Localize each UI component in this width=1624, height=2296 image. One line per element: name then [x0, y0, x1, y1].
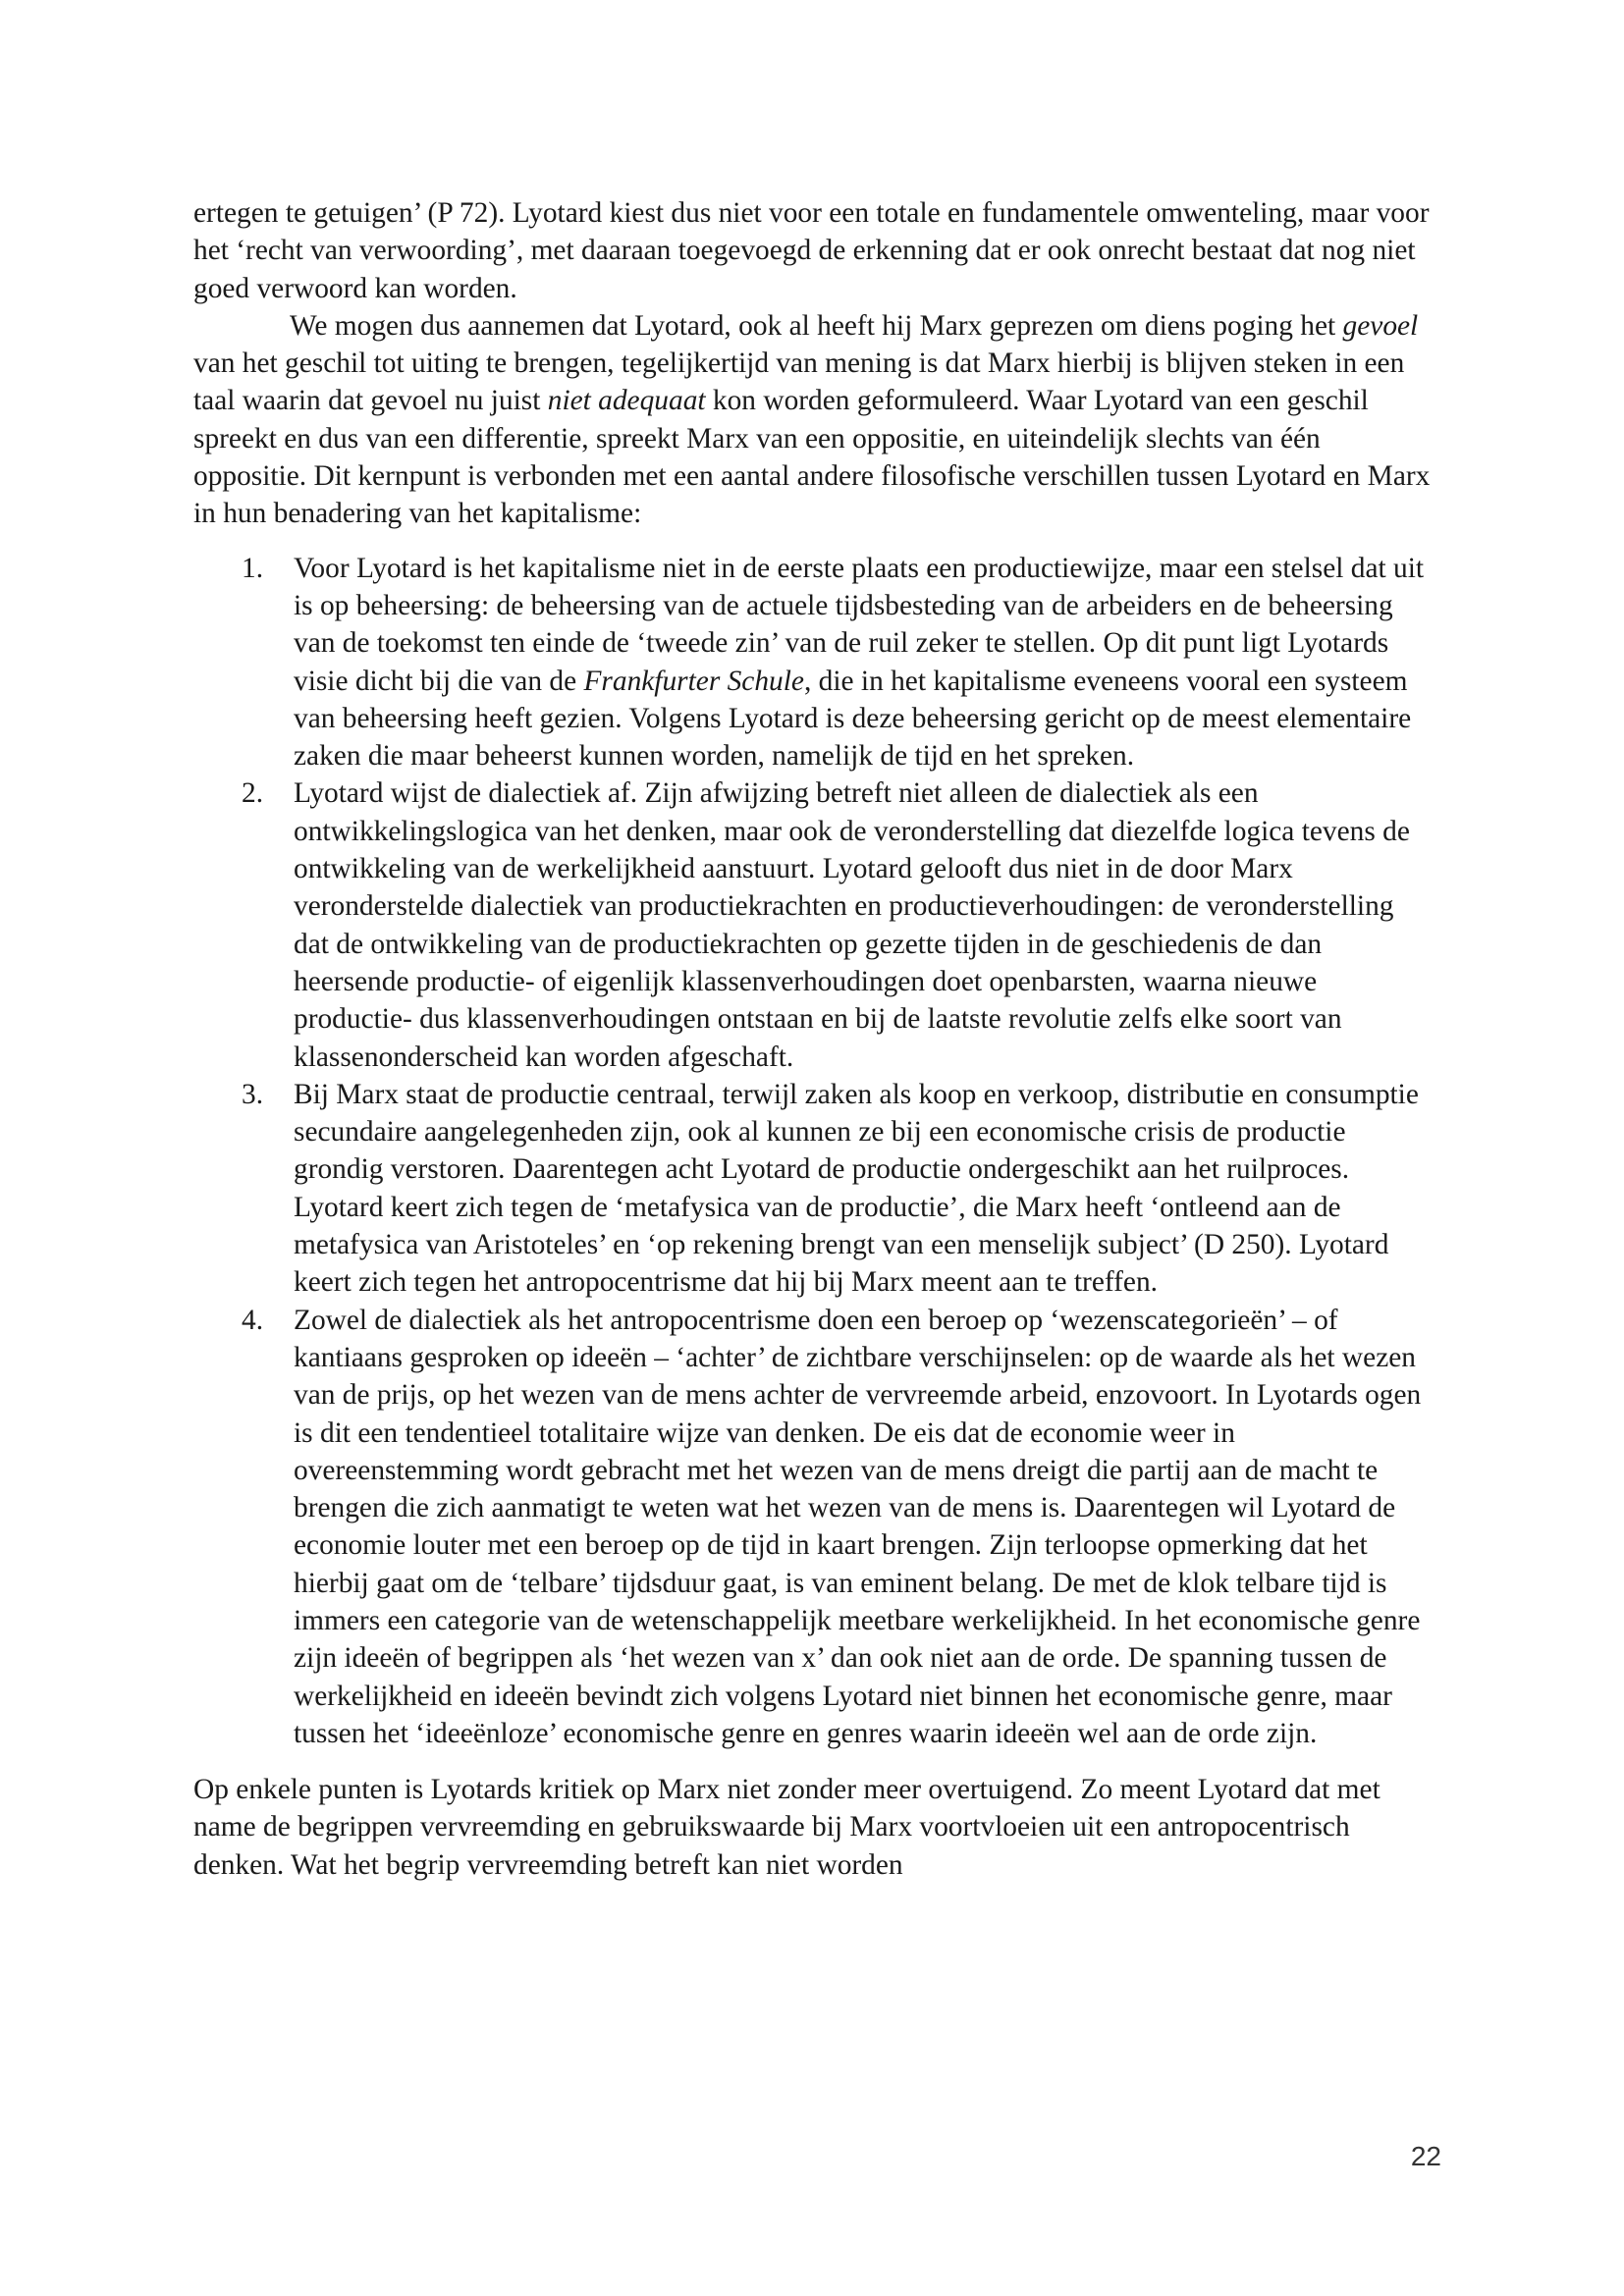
- page-number: 22: [1410, 2141, 1441, 2171]
- argument-emphasis-gevoel: gevoel: [1342, 309, 1419, 342]
- page-body: [193, 194, 1433, 1884]
- list-item-text-continued: , die in het kapitalisme eveneens vooral een systeem van beheersing heeft gezien. Volgens Lyotard is deze beheersing gericht op de meest elementaire zaken die maar beheerst kunnen worden, namelijk de tijd en het spreken.: [294, 665, 1412, 773]
- intro-paragraph: ertegen te getuigen’ (P 72). Lyotard kiest dus niet voor een totale en fundamentele omwenteling, maar voor het ‘recht van verwoording’, met daaraan toegevoegd de erkenning dat er ook onrecht bestaat dat nog niet goed verwoord kan worden.: [193, 197, 1430, 304]
- list-item-number: 4.: [242, 1304, 264, 1336]
- list-item-text: Zowel de dialectiek als het antropocentrisme doen een beroep op ‘wezenscategorieën’ – of kantiaans gesproken op ideeën – ‘achter’ de zichtbare verschijnselen: op de waarde als het wezen van de prijs, op het wezen van de mens achter de vervreemde arbeid, enzovoort. In Lyotards ogen is dit een tendentieel totalitaire wijze van denken. De eis dat de economie weer in overeenstemming wordt gebracht met het wezen van de mens dreigt die partij aan de macht te brengen die zich aanmatigt te weten wat het wezen van de mens is. Daarentegen wil Lyotard de economie louter met een beroep op de tijd in kaart brengen. Zijn terloopse opmerking dat het hierbij gaat om de ‘telbare’ tijdsduur gaat, is van eminent belang. De met de klok telbare tijd is immers een categorie van de wetenschappelijk meetbare werkelijkheid. In het economische genre zijn ideeën of begrippen als ‘het wezen van x’ dan ook niet aan de orde. De spanning tussen de werkelijkheid en ideeën bevindt zich volgens Lyotard niet binnen het economische genre, maar tussen het ‘ideeënloze’ economische genre en genres waarin ideeën wel aan de orde zijn.: [294, 1304, 1422, 1749]
- list-item-number: 1.: [242, 552, 264, 584]
- argument-text-b: van het geschil tot uiting te brengen, tegelijkertijd van mening is dat Marx hierbij is blijven steken in een taal waarin dat gevoel nu juist: [193, 347, 1405, 417]
- argument-paragraph: [193, 307, 1433, 533]
- list-item: [193, 1076, 1433, 1302]
- list-item-text: Bij Marx staat de productie centraal, terwijl zaken als koop en verkoop, distributie en consumptie secundaire aangelegenheden zijn, ook al kunnen ze bij een economische crisis de productie grondig verstoren. Daarentegen acht Lyotard de productie ondergeschikt aan het ruilproces. Lyotard keert zich tegen de ‘metafysica van de productie’, die Marx heeft ‘ontleend aan de metafysica van Aristoteles’ en ‘op rekening brengt van een menselijk subject’ (D 250). Lyotard keert zich tegen het antropocentrisme dat hij bij Marx meent aan te treffen.: [294, 1078, 1419, 1299]
- list-item: [193, 1302, 1433, 1753]
- list-item: [193, 774, 1433, 1075]
- list-item: [193, 550, 1433, 775]
- argument-emphasis-niet-adequaat: niet adequaat: [547, 385, 706, 417]
- closing-paragraph: Op enkele punten is Lyotards kritiek op Marx niet zonder meer overtuigend. Zo meent Lyotard dat met name de begrippen vervreemding en gebruikswaarde bij Marx voortvloeien uit een antropocentrisch denken. Wat het begrip vervreemding betreft kan niet worden: [193, 1774, 1380, 1881]
- argument-text-c: kon worden geformuleerd. Waar Lyotard van een geschil spreekt en dus van een differentie, spreekt Marx van een oppositie, en uiteindelijk slechts van één oppositie. Dit kernpunt is verbonden met een aantal andere filosofische verschillen tussen Lyotard en Marx in hun benadering van het kapitalisme:: [193, 385, 1431, 530]
- list-item-text: Voor Lyotard is het kapitalisme niet in de eerste plaats een productiewijze, maar een stelsel dat uit is op beheersing: de beheersing van de actuele tijdsbesteding van de arbeiders en de beheersing van de toekomst ten einde de ‘tweede zin’ van de ruil zeker te stellen. Op dit punt ligt Lyotards visie dicht bij die van de: [294, 552, 1425, 697]
- list-item-number: 2.: [242, 777, 264, 810]
- list-item-number: 3.: [242, 1078, 264, 1110]
- list-item-text: Lyotard wijst de dialectiek af. Zijn afwijzing betreft niet alleen de dialectiek als een ontwikkelingslogica van het denken, maar ook de veronderstelling dat diezelfde logica tevens de ontwikkeling van de werkelijkheid aanstuurt. Lyotard gelooft dus niet in de door Marx veronderstelde dialectiek van productiekrachten en productieverhoudingen: de veronderstelling dat de ontwikkeling van de productiekrachten op gezette tijden in de geschiedenis de dan heersende productie- of eigenlijk klassenverhoudingen doet openbarsten, waarna nieuwe productie- dus klassenverhoudingen ontstaan en bij de laatste revolutie zelfs elke soort van klassenonderscheid kan worden afgeschaft.: [294, 777, 1410, 1073]
- list-item-emphasis: Frankfurter Schule: [583, 665, 804, 697]
- numbered-list: [193, 550, 1433, 1753]
- argument-text-a: We mogen dus aannemen dat Lyotard, ook al heeft hij Marx geprezen om diens poging het: [290, 309, 1343, 342]
